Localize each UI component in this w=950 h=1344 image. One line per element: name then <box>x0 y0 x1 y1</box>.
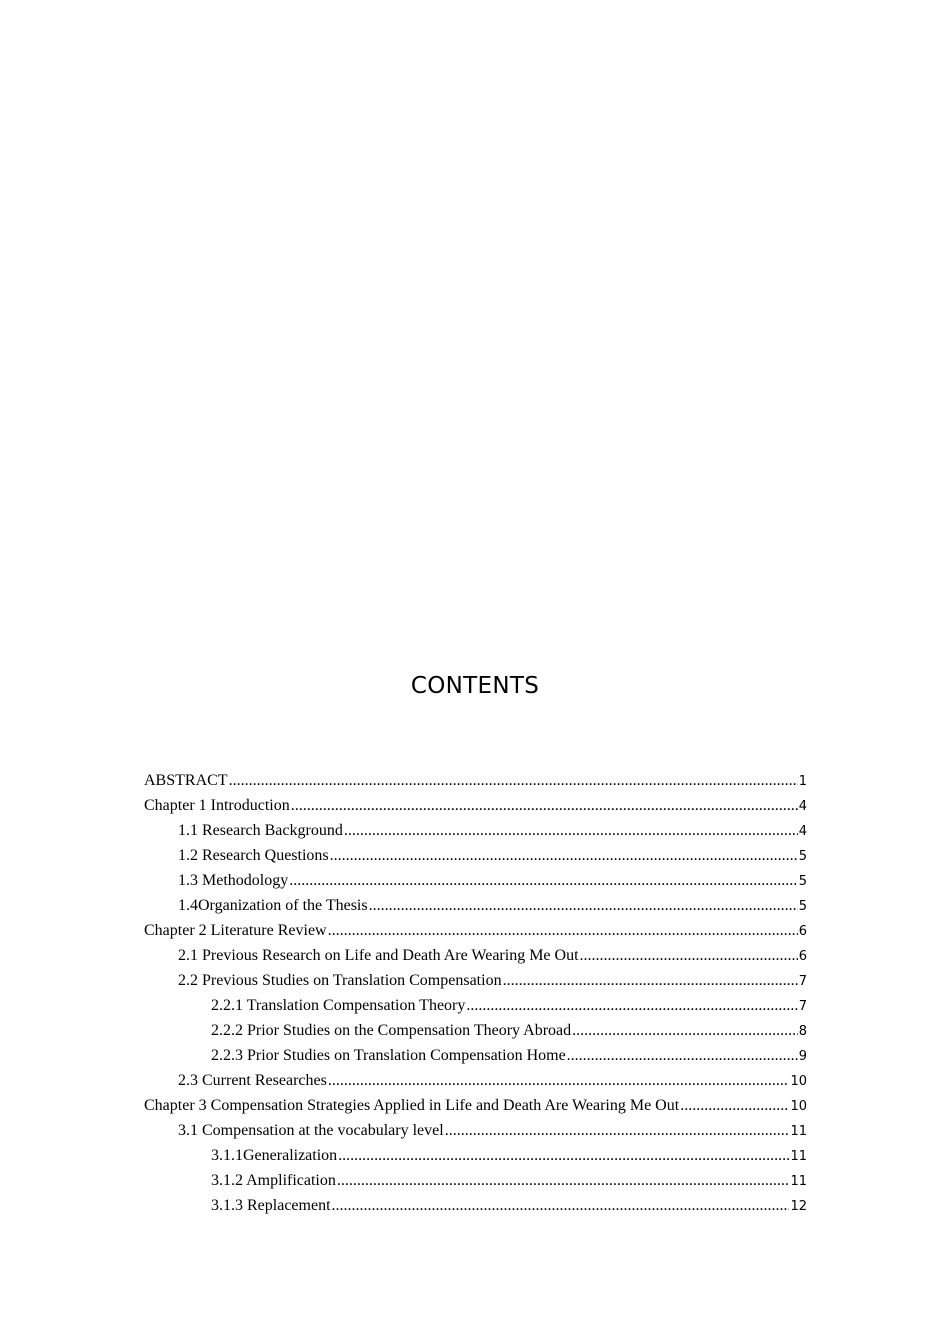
toc-entry[interactable] <box>144 843 807 868</box>
toc-entry-title: ABSTRACT <box>144 772 228 789</box>
toc-entry[interactable] <box>144 1168 807 1193</box>
toc-entry-title: 1.2 Research Questions <box>178 847 329 864</box>
dot-leader <box>567 1043 798 1068</box>
dot-leader <box>332 1193 790 1218</box>
dot-leader <box>580 943 798 968</box>
dot-leader <box>680 1093 789 1118</box>
toc-entry[interactable] <box>144 918 807 943</box>
toc-page-number: 12 <box>790 1199 807 1214</box>
toc-page-number: 5 <box>798 849 807 864</box>
toc-entry-title: Chapter 1 Introduction <box>144 797 290 814</box>
dot-leader <box>503 968 798 993</box>
toc-entry[interactable] <box>144 993 807 1018</box>
toc-entry-title: 1.3 Methodology <box>178 872 289 889</box>
toc-entry-title: 3.1 Compensation at the vocabulary level <box>178 1122 444 1139</box>
dot-leader <box>289 868 798 893</box>
dot-leader <box>337 1168 790 1193</box>
toc-entry-title: 2.2.2 Prior Studies on the Compensation Theory Abroad <box>211 1022 572 1039</box>
toc-entry-title: 1.4Organization of the Thesis <box>178 897 368 914</box>
toc-page-number: 4 <box>798 799 807 814</box>
toc-entry-title: 3.1.3 Replacement <box>211 1197 331 1214</box>
dot-leader <box>338 1143 789 1168</box>
toc-page-number: 9 <box>798 1049 807 1064</box>
toc-page-number: 7 <box>798 999 807 1014</box>
toc-entry[interactable] <box>144 1193 807 1218</box>
toc-page-number: 11 <box>790 1124 807 1139</box>
toc-entry[interactable] <box>144 1018 807 1043</box>
toc-page-number: 1 <box>798 774 807 789</box>
dot-leader <box>572 1018 798 1043</box>
toc-entry[interactable] <box>144 768 807 793</box>
toc-page-number: 4 <box>798 824 807 839</box>
toc-entry-title: 2.2 Previous Studies on Translation Compensation <box>178 972 502 989</box>
toc-page-number: 7 <box>798 974 807 989</box>
toc-entry-title: 2.2.1 Translation Compensation Theory <box>211 997 466 1014</box>
toc-entry[interactable] <box>144 893 807 918</box>
toc-entry[interactable] <box>144 1143 807 1168</box>
toc-entry[interactable] <box>144 818 807 843</box>
toc-page-number: 10 <box>790 1099 807 1114</box>
dot-leader <box>369 893 798 918</box>
toc-page-number: 6 <box>798 924 807 939</box>
toc-entry[interactable] <box>144 1093 807 1118</box>
toc-entry-title: 2.2.3 Prior Studies on Translation Compensation Home <box>211 1047 566 1064</box>
dot-leader <box>445 1118 790 1143</box>
toc-page-number: 11 <box>790 1149 807 1164</box>
toc-entry-title: 3.1.1Generalization <box>211 1147 338 1164</box>
toc-entry[interactable] <box>144 793 807 818</box>
toc-entry[interactable] <box>144 943 807 968</box>
toc-entry[interactable] <box>144 1118 807 1143</box>
dot-leader <box>344 818 798 843</box>
toc-entry-title: 2.1 Previous Research on Life and Death Are Wearing Me Out <box>178 947 579 964</box>
toc-entry[interactable] <box>144 968 807 993</box>
dot-leader <box>328 918 798 943</box>
toc-entry-title: 2.3 Current Researches <box>178 1072 327 1089</box>
toc-page-number: 5 <box>798 899 807 914</box>
toc-entry[interactable] <box>144 1043 807 1068</box>
toc-page-number: 5 <box>798 874 807 889</box>
toc-entry-title: 3.1.2 Amplification <box>211 1172 336 1189</box>
toc-entry-title: 1.1 Research Background <box>178 822 343 839</box>
dot-leader <box>229 768 798 793</box>
toc-entry[interactable] <box>144 868 807 893</box>
toc-entry[interactable] <box>144 1068 807 1093</box>
dot-leader <box>291 793 798 818</box>
toc-page-number: 6 <box>798 949 807 964</box>
toc-page-number: 8 <box>798 1024 807 1039</box>
toc-page-number: 10 <box>790 1074 807 1089</box>
table-of-contents <box>144 768 807 1218</box>
toc-entry-title: Chapter 3 Compensation Strategies Applied in Life and Death Are Wearing Me Out <box>144 1097 680 1114</box>
toc-page-number: 11 <box>790 1174 807 1189</box>
contents-title: CONTENTS <box>410 673 540 699</box>
dot-leader <box>330 843 798 868</box>
toc-entry-title: Chapter 2 Literature Review <box>144 922 327 939</box>
dot-leader <box>466 993 797 1018</box>
dot-leader <box>328 1068 790 1093</box>
